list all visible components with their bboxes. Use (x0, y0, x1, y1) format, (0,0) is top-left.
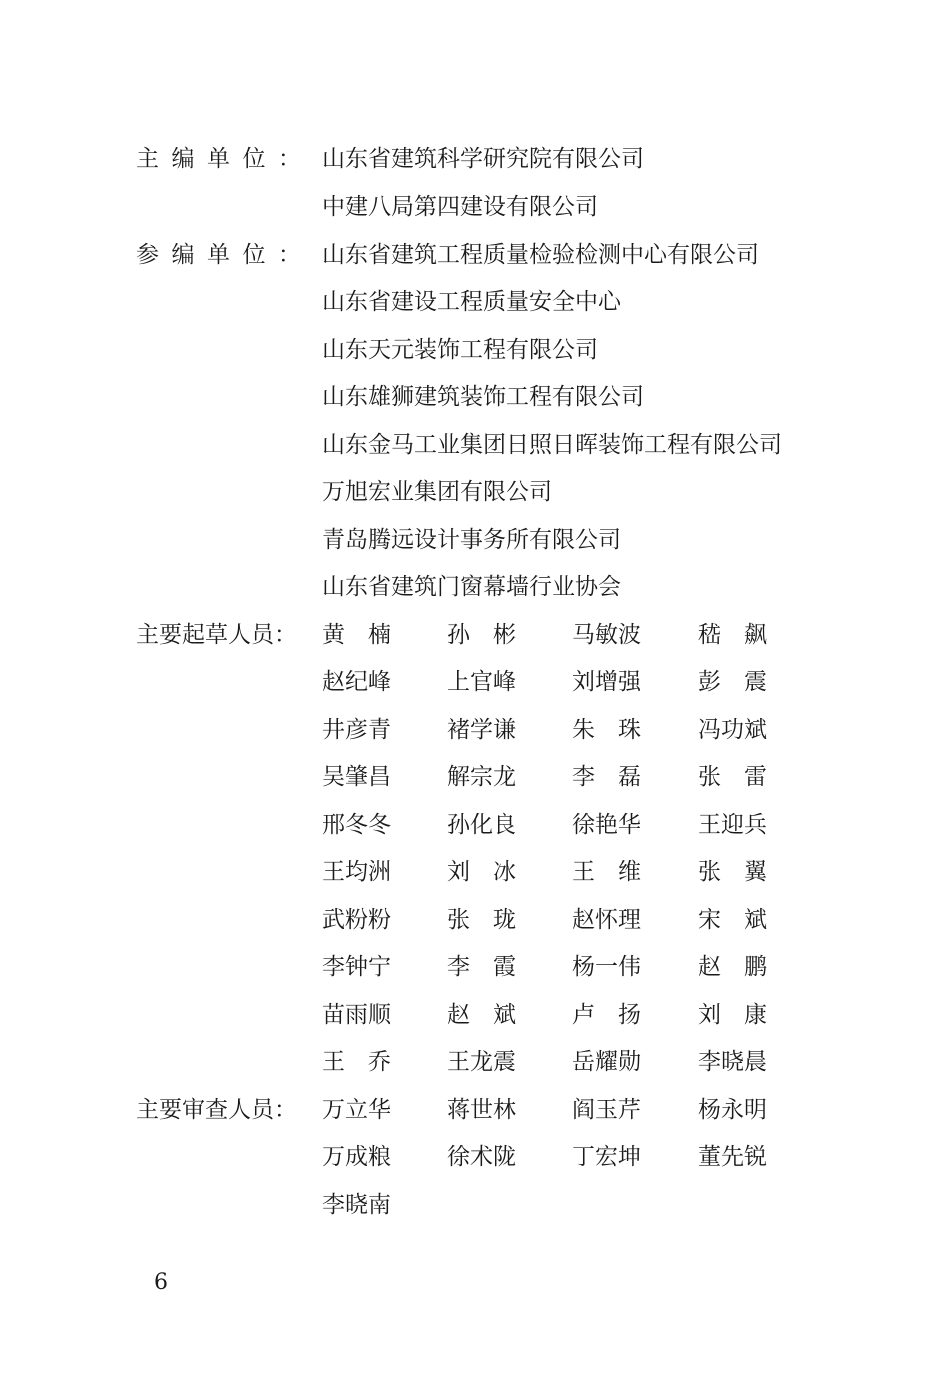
editor-unit: 山东省建筑科学研究院有限公司 (322, 146, 644, 172)
reviewer-name: 李晓南 (322, 1192, 391, 1218)
drafter-name: 王 维 (572, 859, 641, 885)
drafter-name: 岳耀勋 (572, 1049, 641, 1075)
drafter-name: 苗雨顺 (322, 1002, 391, 1028)
editor-row-1 (0, 139, 950, 179)
participant-unit: 山东金马工业集团日照日晖装饰工程有限公司 (322, 432, 782, 458)
drafter-name: 嵇 飙 (698, 622, 767, 648)
drafter-name: 张 翼 (698, 859, 767, 885)
drafter-name: 王 乔 (322, 1049, 391, 1075)
drafter-name: 刘 康 (698, 1002, 767, 1028)
drafter-name: 黄 楠 (322, 622, 391, 648)
reviewer-name: 万立华 (322, 1097, 391, 1123)
drafter-name: 孙 彬 (447, 622, 516, 648)
participant-row-3 (0, 330, 950, 370)
reviewers-row-1 (0, 1090, 950, 1130)
drafter-name: 冯功斌 (698, 717, 767, 743)
page-number: 6 (154, 1270, 168, 1295)
drafter-name: 刘增强 (572, 669, 641, 695)
drafter-name: 孙化良 (447, 812, 516, 838)
reviewer-name: 蒋世林 (447, 1097, 516, 1123)
drafter-name: 王迎兵 (698, 812, 767, 838)
participant-unit: 山东省建设工程质量安全中心 (322, 289, 621, 315)
drafter-name: 邢冬冬 (322, 812, 391, 838)
drafter-name: 徐艳华 (572, 812, 641, 838)
drafter-name: 王龙震 (447, 1049, 516, 1075)
reviewer-name: 杨永明 (698, 1097, 767, 1123)
drafters-row-4 (0, 757, 950, 797)
drafters-row-3 (0, 710, 950, 750)
reviewer-name: 万成粮 (322, 1144, 391, 1170)
participant-row-8 (0, 567, 950, 607)
drafter-name: 卢 扬 (572, 1002, 641, 1028)
drafter-name: 李 霞 (447, 954, 516, 980)
drafter-name: 宋 斌 (698, 907, 767, 933)
editor-row-2 (0, 187, 950, 227)
drafters-row-9 (0, 995, 950, 1035)
drafter-name: 王均洲 (322, 859, 391, 885)
drafter-name: 井彦青 (322, 717, 391, 743)
drafter-name: 彭 震 (698, 669, 767, 695)
participant-label: 参编单位： (136, 242, 314, 268)
drafter-name: 赵 鹏 (698, 954, 767, 980)
participant-unit: 山东雄狮建筑装饰工程有限公司 (322, 384, 644, 410)
reviewer-name: 阎玉芹 (572, 1097, 641, 1123)
drafter-name: 朱 珠 (572, 717, 641, 743)
drafter-name: 吴肇昌 (322, 764, 391, 790)
drafters-row-6 (0, 852, 950, 892)
drafter-name: 赵怀理 (572, 907, 641, 933)
drafters-row-2 (0, 662, 950, 702)
drafters-row-1 (0, 615, 950, 655)
drafter-name: 赵 斌 (447, 1002, 516, 1028)
drafter-name: 褚学谦 (447, 717, 516, 743)
drafter-name: 刘 冰 (447, 859, 516, 885)
reviewers-row-2 (0, 1137, 950, 1177)
drafters-row-8 (0, 947, 950, 987)
participant-unit: 山东省建筑工程质量检验检测中心有限公司 (322, 242, 759, 268)
participant-row-6 (0, 472, 950, 512)
participant-unit: 万旭宏业集团有限公司 (322, 479, 552, 505)
drafter-name: 上官峰 (447, 669, 516, 695)
drafter-name: 马敏波 (572, 622, 641, 648)
participant-row-5 (0, 425, 950, 465)
reviewers-label: 主要审查人员： (136, 1097, 297, 1123)
participant-row-1 (0, 235, 950, 275)
drafter-name: 李钟宁 (322, 954, 391, 980)
drafter-name: 武粉粉 (322, 907, 391, 933)
participant-row-7 (0, 520, 950, 560)
drafters-label: 主要起草人员： (136, 622, 297, 648)
drafters-row-7 (0, 900, 950, 940)
drafter-name: 解宗龙 (447, 764, 516, 790)
participant-row-2 (0, 282, 950, 322)
drafter-name: 杨一伟 (572, 954, 641, 980)
reviewer-name: 徐术陇 (447, 1144, 516, 1170)
editor-label: 主编单位： (136, 146, 314, 172)
drafters-row-10 (0, 1042, 950, 1082)
reviewers-row-3 (0, 1185, 950, 1225)
editor-unit: 中建八局第四建设有限公司 (322, 194, 598, 220)
drafter-name: 张 珑 (447, 907, 516, 933)
participant-row-4 (0, 377, 950, 417)
drafters-row-5 (0, 805, 950, 845)
participant-unit: 青岛腾远设计事务所有限公司 (322, 527, 621, 553)
drafter-name: 张 雷 (698, 764, 767, 790)
reviewer-name: 董先锐 (698, 1144, 767, 1170)
drafter-name: 李 磊 (572, 764, 641, 790)
participant-unit: 山东天元装饰工程有限公司 (322, 337, 598, 363)
drafter-name: 李晓晨 (698, 1049, 767, 1075)
reviewer-name: 丁宏坤 (572, 1144, 641, 1170)
drafter-name: 赵纪峰 (322, 669, 391, 695)
participant-unit: 山东省建筑门窗幕墙行业协会 (322, 574, 621, 600)
